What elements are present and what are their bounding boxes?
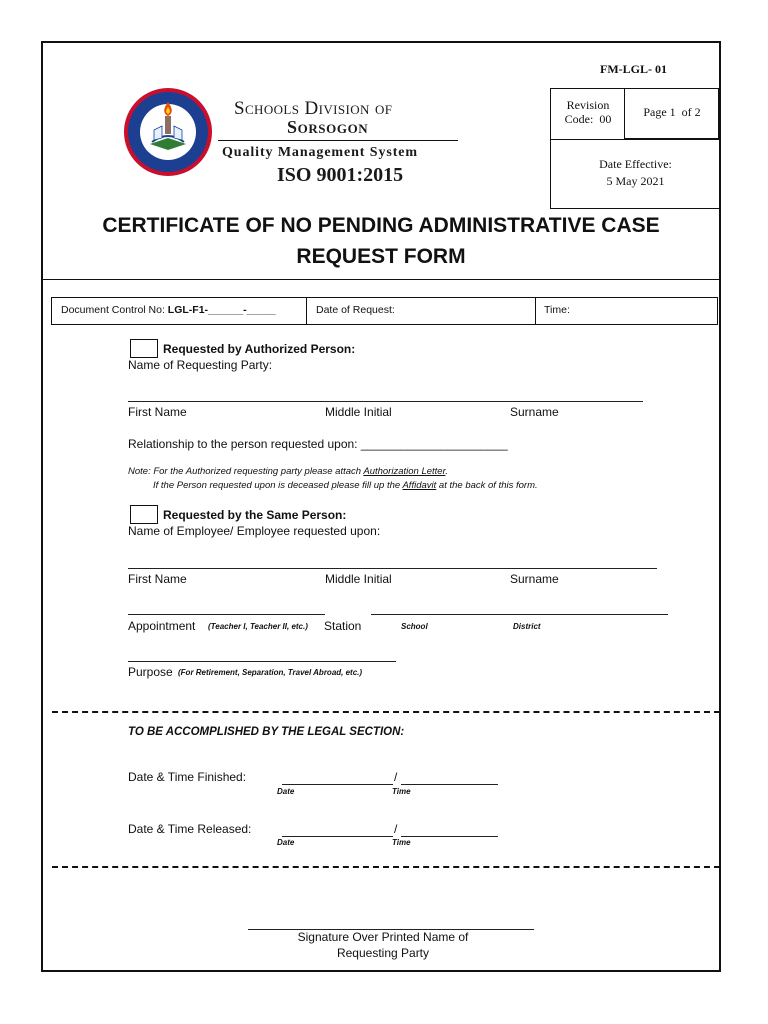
doc-control-label: Document Control No: <box>61 304 168 316</box>
same-person-label: Requested by the Same Person: <box>163 508 347 522</box>
revision-box-left <box>550 88 551 208</box>
released-date-hint: Date <box>277 838 295 847</box>
header-bottom-rule <box>42 279 719 280</box>
revision-label: Revision <box>566 98 610 112</box>
purpose-label: Purpose <box>128 665 173 679</box>
requesting-party-label: Name of Requesting Party: <box>128 358 273 372</box>
date-effective-box-bottom <box>550 208 719 209</box>
signature-label-line-1: Signature Over Printed Name of <box>297 930 469 944</box>
date-effective-value: 5 May 2021 <box>606 174 665 188</box>
dashed-separator-top <box>52 711 720 713</box>
employee-name-label: Name of Employee/ Employee requested upon: <box>128 524 381 538</box>
date-of-request-label: Date of Request: <box>316 304 395 316</box>
legal-section-heading: TO BE ACCOMPLISHED BY THE LEGAL SECTION: <box>128 726 405 738</box>
note-line-2: If the Person requested upon is deceased please fill up the Affidavit at the back of this form. <box>153 480 538 491</box>
note-line-1: Note: For the Authorized requesting party please attach Authorization Letter. <box>128 466 449 477</box>
surname-label: Surname <box>510 405 559 419</box>
requesting-party-name-line[interactable] <box>128 401 643 402</box>
date-time-finished-label: Date & Time Finished: <box>128 770 247 784</box>
first-name-label: First Name <box>128 405 187 419</box>
released-time-line[interactable] <box>401 836 498 837</box>
control-divider-1 <box>306 297 307 325</box>
doc-control-value: LGL-F1-______-_____ <box>167 304 276 316</box>
district-hint: District <box>513 622 541 631</box>
revision-code: Code: 00 <box>564 112 612 126</box>
logo-line-3: Quality Management System <box>222 145 418 160</box>
time-label: Time: <box>544 304 570 316</box>
appointment-line[interactable] <box>128 614 325 615</box>
logo-rule <box>218 140 458 141</box>
released-date-line[interactable] <box>282 836 393 837</box>
purpose-hint: (For Retirement, Separation, Travel Abroad, etc.) <box>178 668 363 677</box>
relationship-field[interactable]: Relationship to the person requested upon: ______________________ <box>128 437 508 451</box>
finished-date-hint: Date <box>277 787 295 796</box>
station-line[interactable] <box>371 614 668 615</box>
purpose-line[interactable] <box>128 661 396 662</box>
finished-time-hint: Time <box>392 787 411 796</box>
middle-initial-label: Middle Initial <box>325 405 392 419</box>
revision-box-bottom <box>550 139 719 140</box>
date-time-released-label: Date & Time Released: <box>128 822 252 836</box>
logo-line-4: ISO 9001:2015 <box>277 164 404 186</box>
affidavit-link: Affidavit <box>402 480 437 491</box>
authorized-person-checkbox[interactable] <box>130 339 158 358</box>
appointment-hint: (Teacher I, Teacher II, etc.) <box>208 622 308 631</box>
logo-line-1: Schools Division of <box>234 98 393 119</box>
form-code: FM-LGL- 01 <box>600 62 667 76</box>
employee-middle-initial-label: Middle Initial <box>325 572 392 586</box>
dashed-separator-bottom <box>52 866 720 868</box>
authorization-letter-link: Authorization Letter <box>363 466 446 477</box>
finished-date-line[interactable] <box>282 784 393 785</box>
page-number: Page 1 of 2 <box>643 105 701 119</box>
authorized-person-label: Requested by Authorized Person: <box>163 342 356 356</box>
appointment-label: Appointment <box>128 619 196 633</box>
control-divider-2 <box>535 297 536 325</box>
school-hint: School <box>401 622 428 631</box>
released-time-hint: Time <box>392 838 411 847</box>
same-person-checkbox[interactable] <box>130 505 158 524</box>
form-title-line-2: REQUEST FORM <box>296 245 466 268</box>
employee-name-line[interactable] <box>128 568 657 569</box>
released-slash: / <box>394 822 398 836</box>
form-title-line-1: CERTIFICATE OF NO PENDING ADMINISTRATIVE CASE <box>102 214 660 237</box>
logo-line-2: Sorsogon <box>287 117 369 137</box>
deped-seal-logo <box>122 86 214 178</box>
finished-time-line[interactable] <box>401 784 498 785</box>
station-label: Station <box>324 619 362 633</box>
employee-surname-label: Surname <box>510 572 559 586</box>
finished-slash: / <box>394 770 398 784</box>
employee-first-name-label: First Name <box>128 572 187 586</box>
date-effective-label: Date Effective: <box>599 157 672 171</box>
doc-control-field[interactable] <box>61 304 276 316</box>
signature-label-line-2: Requesting Party <box>336 946 430 960</box>
